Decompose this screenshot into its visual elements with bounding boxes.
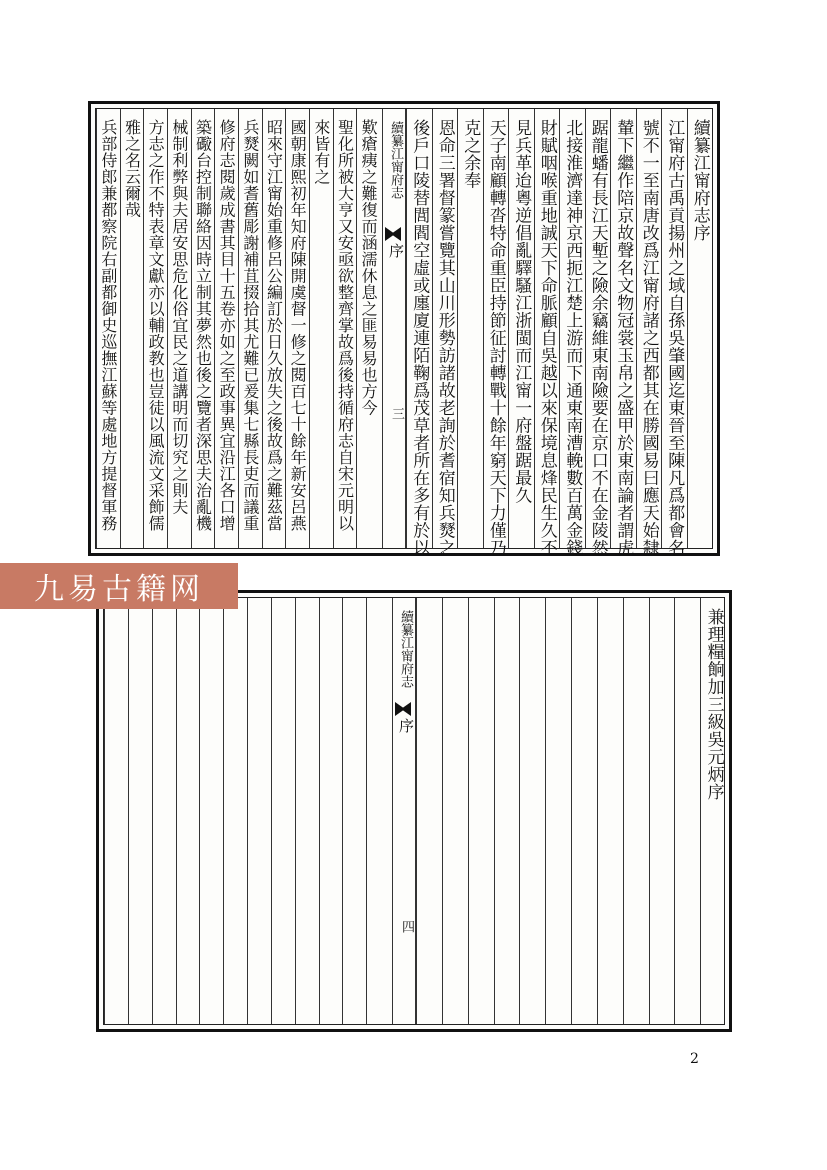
upper-page-inner-border: [95, 108, 713, 557]
text-column: 北接淮濟達神京西扼江楚上游而下通東南漕輓數百萬金錢: [562, 119, 583, 557]
text-column: 續纂江甯府志序: [689, 119, 710, 242]
text-column: 修府志閱歲成書其目十五卷亦如之至政事異宜沿江各口增: [217, 119, 237, 532]
column-rule: [416, 598, 417, 1024]
folio-number: 2: [690, 1051, 699, 1067]
text-column: 江甯府古禹貢揚州之域自孫吳肇國迄東晉至陳凡爲都會名: [664, 119, 685, 557]
column-rule: [128, 598, 129, 1024]
text-column: 兵燹闕如耆舊彫謝補苴掇拾其尤難已爰集七縣長吏而議重: [240, 119, 260, 532]
column-rule: [559, 109, 560, 548]
column-rule: [585, 109, 586, 548]
column-rule: [356, 109, 357, 548]
column-rule: [700, 598, 701, 1024]
column-rule: [247, 598, 248, 1024]
text-column: 踞龍蟠有長江天塹之險余竊維東南險要在京口不在金陵然: [587, 119, 608, 557]
text-column: 築礮台控制聯絡因時立制其夢然也後之覽者深思夫治亂機: [193, 119, 213, 532]
text-column: 昭來守江甯始重修呂公編訂於日久放失之後故爲之難茲當: [264, 119, 284, 532]
upper-page: [88, 101, 720, 556]
text-column: 來皆有之: [311, 119, 331, 185]
upper-section-label: 序: [387, 243, 405, 258]
text-column: 後戶口陵替閭閻空虛或廛廈連陌鞠爲茂草者所在多有於以: [409, 119, 430, 557]
lower-page-number: 四: [399, 920, 414, 933]
column-rule: [483, 109, 484, 548]
column-rule: [432, 109, 433, 548]
column-rule: [120, 109, 121, 548]
column-rule: [238, 109, 239, 548]
upper-right-half: [406, 109, 712, 557]
column-rule: [597, 598, 598, 1024]
text-column: 雅之名云爾哉: [122, 119, 142, 218]
text-column: 兵部侍郎兼都察院右副都御史巡撫江蘇等處地方提督軍務: [98, 119, 118, 532]
lower-center-column: [392, 598, 416, 1024]
text-column: 兼理糧餉加三級吳元炳序: [703, 608, 724, 801]
column-rule: [494, 598, 495, 1024]
text-column: 見兵革迨粵逆倡亂驛騷江浙閩而江甯一府盤踞最久: [511, 119, 532, 504]
text-column: 輦下繼作陪京故聲名文物冠裳玉帛之盛甲於東南論者謂虎: [613, 119, 634, 557]
column-rule: [442, 598, 443, 1024]
lower-section-label: 序: [397, 718, 415, 733]
column-rule: [534, 109, 535, 548]
text-column: 號不一至南唐改爲江甯府諸之西都其在勝國易曰應天始隸: [638, 119, 659, 557]
upper-running-title: 續纂江甯府志: [388, 121, 403, 199]
text-column: 械制利弊與夫居安思危化俗宜民之道講明而切究之則夫: [169, 119, 189, 515]
column-rule: [649, 598, 650, 1024]
column-rule: [610, 109, 611, 548]
column-rule: [176, 598, 177, 1024]
column-rule: [545, 598, 546, 1024]
column-rule: [508, 109, 509, 548]
upper-left-half: [96, 109, 380, 548]
lower-left-half: [104, 598, 390, 1024]
fish-tail-mark-icon: [385, 227, 401, 241]
text-column: 恩命三署督篆嘗覽其山川形勢訪諸故老詢於耆宿知兵燹之: [434, 119, 455, 557]
upper-page-number: 三: [389, 407, 404, 420]
column-rule: [623, 598, 624, 1024]
site-watermark: 九易古籍网: [0, 563, 238, 609]
column-rule: [191, 109, 192, 548]
column-rule: [661, 109, 662, 548]
upper-center-column: [382, 109, 406, 548]
text-column: 克之余奉: [460, 119, 481, 189]
column-rule: [636, 109, 637, 548]
column-rule: [406, 109, 407, 548]
column-rule: [571, 598, 572, 1024]
column-rule: [468, 598, 469, 1024]
column-rule: [167, 109, 168, 548]
column-rule: [319, 598, 320, 1024]
text-column: 財賦咽喉重地誠天下命脈顧自吳越以來保境息烽民生久不: [536, 119, 557, 557]
column-rule: [342, 598, 343, 1024]
text-column: 國朝康熙初年知府陳開虞督一修之閱百七十餘年新安呂燕: [288, 119, 308, 532]
column-rule: [262, 109, 263, 548]
column-rule: [674, 598, 675, 1024]
column-rule: [687, 109, 688, 548]
lower-running-title: 續纂江甯府志: [398, 610, 413, 688]
column-rule: [199, 598, 200, 1024]
column-rule: [519, 598, 520, 1024]
column-rule: [96, 109, 97, 548]
column-rule: [309, 109, 310, 548]
column-rule: [223, 598, 224, 1024]
text-column: 聖化所被大亨又安亟欲整齊掌故爲後持循府志自宋元明以: [335, 119, 355, 532]
column-rule: [457, 109, 458, 548]
column-rule: [152, 598, 153, 1024]
lower-right-half: [416, 598, 724, 1024]
column-rule: [333, 109, 334, 548]
text-column: 天子南顧轉沓特命重臣持節征討轉戰十餘年窮天下力僅乃: [485, 119, 506, 557]
column-rule: [104, 598, 105, 1024]
column-rule: [295, 598, 296, 1024]
column-rule: [143, 109, 144, 548]
lower-page: [96, 590, 732, 1032]
column-rule: [366, 598, 367, 1024]
text-column: 歎瘡痍之難復而涵濡休息之匪易易也方今: [359, 119, 379, 416]
column-rule: [214, 109, 215, 548]
column-rule: [271, 598, 272, 1024]
lower-page-inner-border: [103, 597, 725, 1025]
column-rule: [285, 109, 286, 548]
fish-tail-mark-icon: [395, 702, 411, 716]
text-column: 方志之作不特表章文獻亦以輔政教也豈徒以風流文采飾儒: [146, 119, 166, 532]
